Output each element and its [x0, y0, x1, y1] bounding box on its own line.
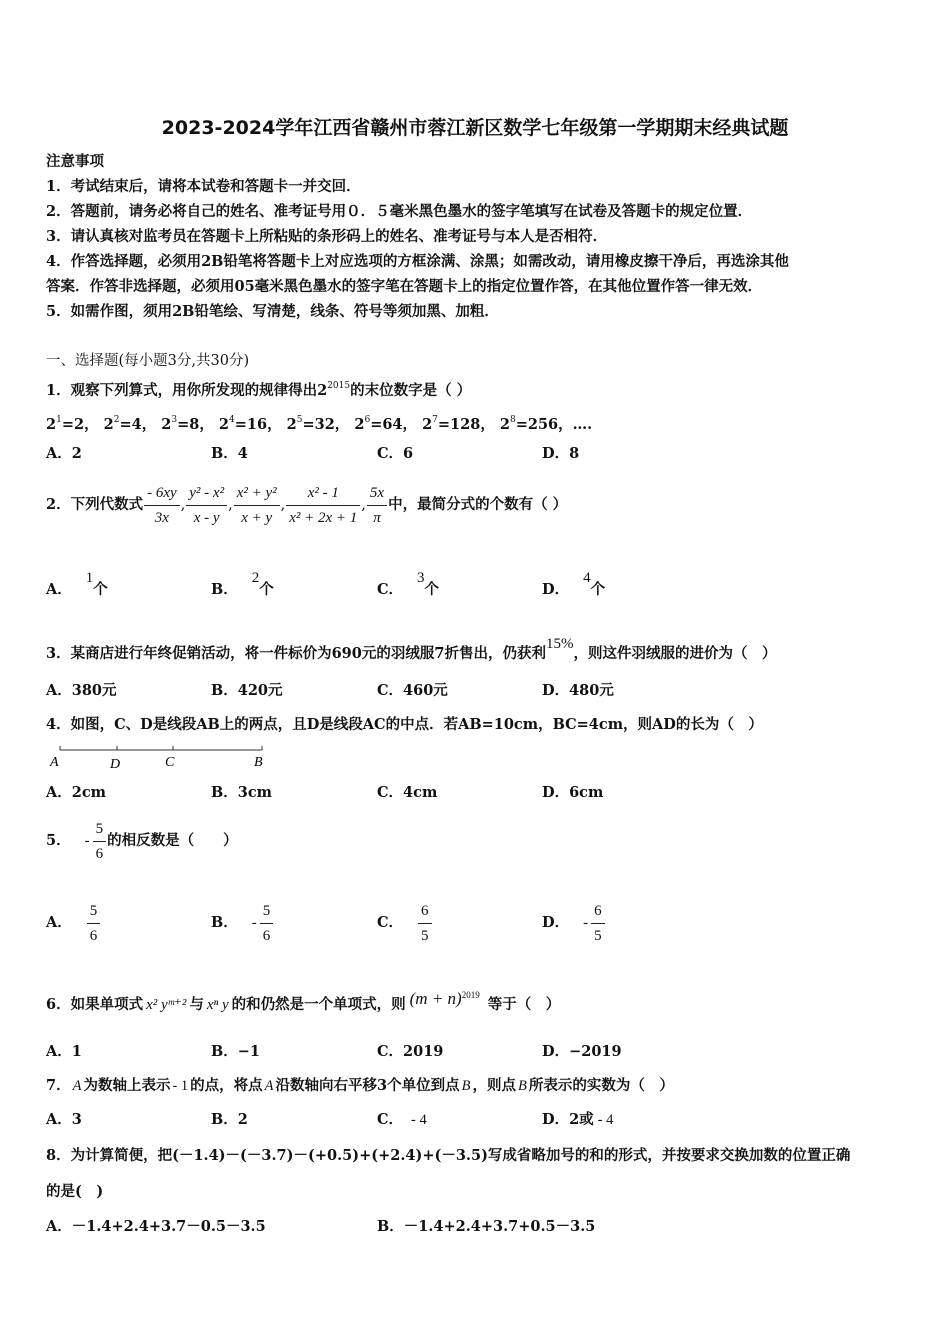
- option-b[interactable]: B．4: [211, 445, 248, 462]
- seq-term: $2^7=128$，: [422, 415, 495, 433]
- notice-item: 2．答题前，请务必将自己的姓名、准考证号用０．５毫米黑色墨水的签字笔填写在试卷及答题卡的规定位置．: [46, 203, 753, 220]
- section-heading: 一、选择题(每小题3分,共30分): [46, 353, 250, 369]
- line-segment-figure: [46, 744, 276, 772]
- option-b[interactable]: B． - $\frac{5}{6}$: [211, 899, 274, 947]
- notice-item: 答案．作答非选择题，必须用05毫米黑色墨水的签字笔在答题卡上的指定位置作答，在其他位置作答一律无效．: [46, 278, 763, 295]
- question-1: 1．观察下列算式，用你所发现的规律得出$2^{2015}$的末位数字是（ ）: [46, 381, 472, 399]
- point-label: A: [50, 755, 59, 770]
- option-a[interactable]: A． $\frac{5}{6}$: [46, 899, 101, 947]
- question-4: 4．如图，C、D是线段AB上的两点，且D是线段AC的中点．若AB=10cm，BC=4cm，则AD的长为（ ）: [46, 716, 763, 733]
- seq-term: $2^6=64$，: [354, 415, 418, 433]
- option-b[interactable]: B．2: [211, 1111, 248, 1128]
- notice-item: 3．请认真核对监考员在答题卡上所粘贴的条形码上的姓名、准考证号与本人是否相符．: [46, 228, 608, 245]
- question-8-cont: 的是( ): [46, 1183, 104, 1200]
- option-c[interactable]: C．460元: [377, 682, 448, 699]
- question-3: 3．某商店进行年终促销活动，将一件标价为690元的羽绒服7折售出，仍获利15%，则这件羽绒服的进价为（ ）: [46, 636, 777, 662]
- option-b[interactable]: B．2个: [211, 570, 274, 598]
- question-5: 5． - $\frac{5}{6}$ 的相反数是（ ）: [46, 820, 238, 862]
- question-8: 8．为计算简便，把(－1.4)－(－3.7)－(+0.5)+(+2.4)+(－3.5)写成省略加号的和的形式，并按要求交换加数的位置正确: [46, 1147, 851, 1164]
- option-b[interactable]: B．420元: [211, 682, 283, 699]
- percent-value: 15%: [545, 636, 574, 652]
- fraction: $\frac{6}{5}$: [418, 901, 432, 946]
- monomial-2: xⁿ y: [206, 997, 229, 1013]
- option-d[interactable]: D．−2019: [542, 1043, 622, 1060]
- option-c[interactable]: C．3个: [377, 570, 440, 598]
- question-6: 6．如果单项式 x² yᵐ⁺² 与 xⁿ y 的和仍然是一个单项式，则 (m + n) 2019 等于（ ）: [46, 989, 561, 1013]
- fraction: $\frac{\text{x² + y²}}{x + y}$: [234, 483, 280, 528]
- seq-term: $2^3=8$，: [161, 415, 214, 433]
- fraction: $\frac{6}{5}$: [591, 901, 605, 946]
- option-d[interactable]: D．8: [542, 445, 580, 462]
- notice-item: 1．考试结束后，请将本试卷和答题卡一并交回．: [46, 178, 361, 195]
- question-2: 2．下列代数式 $\frac{- 6xy}{3x}$ , $\frac{\text{y² - x²}}{x - y}$ , $\frac{\text{x² + y²}}{x + y}$ , $\frac{\text{x² - 1}}{\text{x² + 2x + 1}}$ , $\frac{5x}{\pi}$ 中，最简分式的个数有（ ）: [46, 484, 568, 526]
- seq-term: $2^4=16$，: [218, 415, 282, 433]
- seq-term: $2^1=2$，: [46, 415, 99, 433]
- point-label: D: [110, 757, 121, 772]
- option-b[interactable]: B．－1.4+2.4+3.7+0.5－3.5: [377, 1218, 596, 1235]
- question-7: 7． A 为数轴上表示 - 1 的点，将点 A 沿数轴向右平移3个单位到点 B ，则点 B 所表示的实数为（ ）: [46, 1077, 674, 1094]
- option-c[interactable]: C． - 4: [377, 1111, 427, 1128]
- notice-item: 4．作答选择题，必须用2B铅笔将答题卡上对应选项的方框涂满、涂黑；如需改动，请用橡皮擦干净后，再选涂其他: [46, 253, 789, 270]
- option-a[interactable]: A．1: [46, 1043, 82, 1060]
- option-d[interactable]: D．480元: [542, 682, 614, 699]
- fraction: $\frac{5}{6}$: [87, 901, 101, 946]
- option-d[interactable]: D． - $\frac{6}{5}$: [542, 899, 606, 947]
- page-title: 2023-2024学年江西省赣州市蓉江新区数学七年级第一学期期末经典试题: [161, 117, 789, 139]
- option-a[interactable]: A．1个: [46, 570, 108, 598]
- fraction: $\frac{\text{y² - x²}}{x - y}$: [186, 483, 227, 528]
- fraction: $\frac{- 6xy}{3x}$: [144, 483, 180, 528]
- monomial-1: x² yᵐ⁺²: [146, 997, 187, 1013]
- option-b[interactable]: B．−1: [211, 1043, 260, 1060]
- fraction: $\frac{5x}{\pi}$: [367, 483, 387, 528]
- option-b[interactable]: B．3cm: [211, 784, 273, 801]
- option-d[interactable]: D．4个: [542, 570, 606, 598]
- option-a[interactable]: A．2: [46, 445, 82, 462]
- power-expression: (m + n): [409, 989, 462, 1008]
- option-c[interactable]: C．6: [377, 445, 414, 462]
- option-a[interactable]: A．－1.4+2.4+3.7－0.5－3.5: [46, 1218, 266, 1235]
- option-c[interactable]: C．2019: [377, 1043, 444, 1060]
- fraction: $\frac{5}{6}$: [260, 901, 274, 946]
- option-d[interactable]: D．2或 - 4: [542, 1111, 614, 1128]
- option-a[interactable]: A．3: [46, 1111, 82, 1128]
- option-d[interactable]: D．6cm: [542, 784, 604, 801]
- fraction: $\frac{5}{6}$: [93, 819, 107, 864]
- notice-heading: 注意事项: [46, 153, 104, 170]
- fraction: $\frac{\text{x² - 1}}{\text{x² + 2x + 1}}$: [286, 483, 360, 528]
- option-a[interactable]: A．380元: [46, 682, 117, 699]
- option-c[interactable]: C．4cm: [377, 784, 438, 801]
- point-label: C: [165, 755, 175, 770]
- option-c[interactable]: C． $\frac{6}{5}$: [377, 899, 433, 947]
- seq-term: $2^5=32$，: [286, 415, 350, 433]
- seq-term: $2^8=256$，….: [499, 415, 593, 433]
- seq-term: $2^2=4$，: [103, 415, 157, 433]
- point-label: B: [254, 755, 263, 770]
- notice-item: 5．如需作图，须用2B铅笔绘、写清楚，线条、符号等须加黑、加粗．: [46, 303, 499, 320]
- option-a[interactable]: A．2cm: [46, 784, 107, 801]
- q1-sequence: [46, 410, 592, 435]
